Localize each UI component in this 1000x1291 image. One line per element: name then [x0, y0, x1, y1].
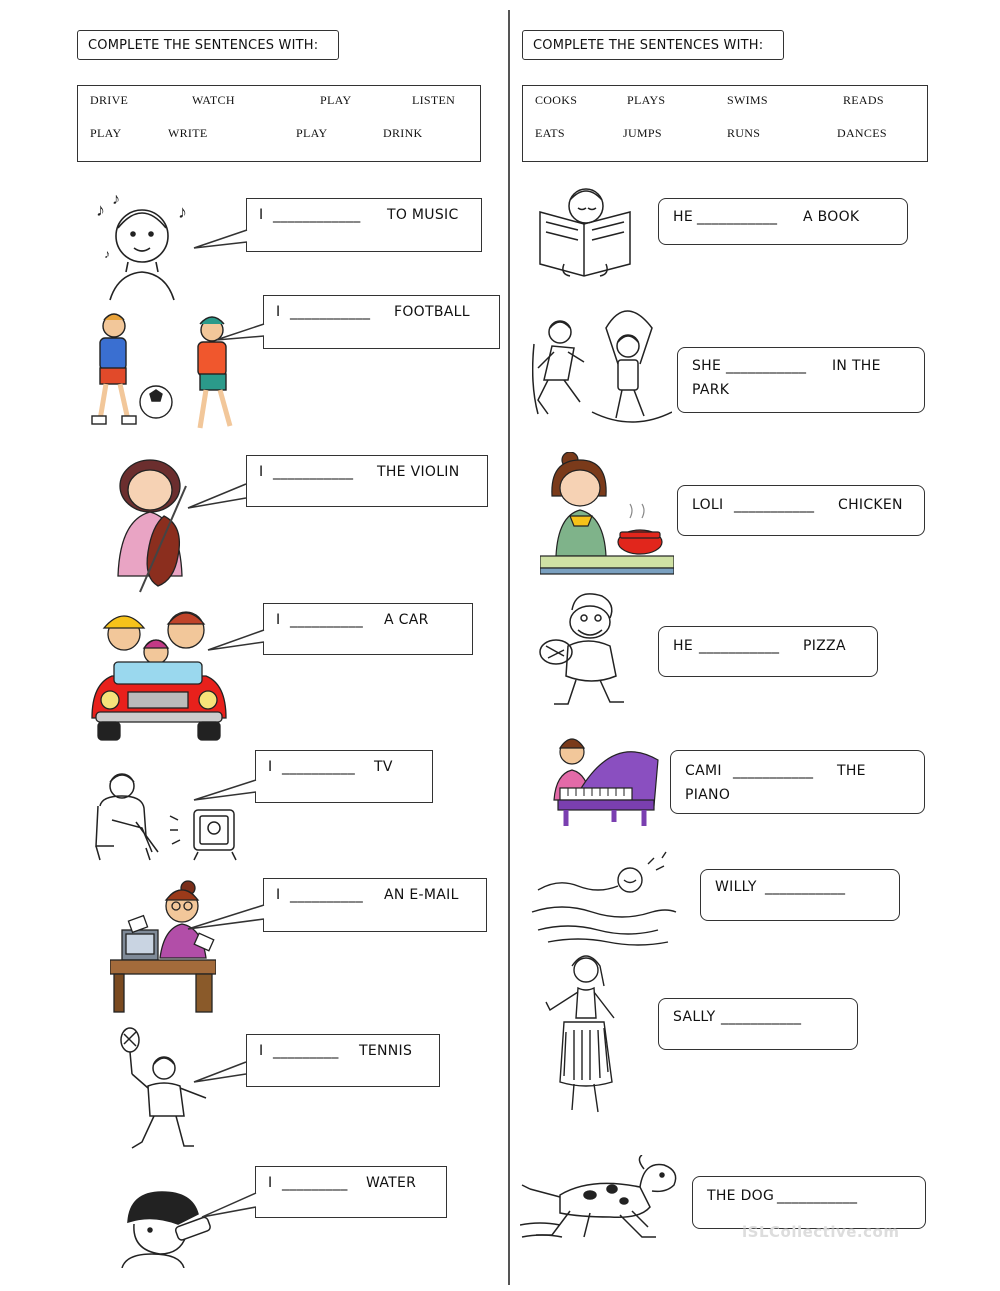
svg-text:♪: ♪ [96, 200, 105, 220]
word-bank-item: WRITE [168, 126, 208, 140]
boy-reading-book-picture [536, 186, 640, 278]
sentence-box-tennis: I _________ TENNIS [246, 1034, 440, 1087]
girl-listening-music-picture [92, 188, 202, 303]
word-bank-item: DANCES [837, 126, 887, 140]
answer-blank[interactable]: __________ [290, 612, 363, 628]
sentence-box-swim: WILLY ___________ [700, 869, 900, 921]
answer-blank[interactable]: ___________ [273, 464, 354, 480]
word-bank-item: DRINK [383, 126, 423, 140]
right-word-bank [522, 85, 928, 162]
answer-blank[interactable]: ___________ [290, 304, 371, 320]
answer-blank[interactable]: ___________ [734, 497, 815, 513]
answer-blank[interactable]: ___________ [733, 763, 814, 779]
sentence-box-piano: CAMI ___________ THE PIANO [670, 750, 925, 814]
column-divider [508, 10, 510, 1285]
word-bank-item: DRIVE [90, 93, 129, 107]
svg-text:♪: ♪ [178, 202, 187, 222]
answer-blank[interactable]: ___________ [765, 879, 846, 895]
answer-blank[interactable]: __________ [282, 759, 355, 775]
speech-tail [186, 482, 250, 512]
boy-swimming-picture [528, 850, 678, 946]
boy-playing-tennis-picture [118, 1026, 210, 1156]
speech-tail [192, 1060, 250, 1086]
word-bank-item: WATCH [192, 93, 235, 107]
sentence-box-water: I _________ WATER [255, 1166, 447, 1218]
left-word-bank [77, 85, 481, 162]
answer-blank[interactable]: _________ [273, 1043, 339, 1059]
word-bank-item: RUNS [727, 126, 761, 140]
word-bank-item: PLAY [320, 93, 352, 107]
smurf-eating-pizza-picture [536, 588, 636, 714]
dog-running-picture [520, 1155, 682, 1247]
sentence-box-email: I __________ AN E-MAIL [263, 878, 487, 932]
answer-blank[interactable]: _________ [282, 1175, 348, 1191]
answer-blank[interactable]: ___________ [721, 1009, 802, 1025]
children-jumping-rope-picture [532, 302, 672, 434]
answer-blank[interactable]: ___________ [699, 638, 780, 654]
speech-tail [200, 1191, 260, 1221]
right-instruction-header: COMPLETE THE SENTENCES WITH: [522, 30, 784, 60]
word-bank-item: PLAY [296, 126, 328, 140]
girl-dancing-hula-picture [544, 952, 620, 1118]
speech-tail [214, 322, 268, 346]
svg-text:♪: ♪ [112, 191, 120, 208]
word-bank-item: COOKS [535, 93, 578, 107]
sentence-box-football: I ___________ FOOTBALL [263, 295, 500, 349]
word-bank-item: READS [843, 93, 884, 107]
sentence-box-dance: SALLY ___________ [658, 998, 858, 1050]
answer-blank[interactable]: ___________ [726, 358, 807, 374]
speech-tail [206, 628, 268, 654]
sentence-box-pizza: HE ___________ PIZZA [658, 626, 878, 677]
left-instruction-header: COMPLETE THE SENTENCES WITH: [77, 30, 339, 60]
answer-blank[interactable]: ___________ [697, 209, 778, 225]
word-bank-item: EATS [535, 126, 565, 140]
sentence-box-car: I __________ A CAR [263, 603, 473, 655]
girl-playing-violin-picture [100, 456, 210, 594]
sentence-box-run: THE DOG ___________ [692, 1176, 926, 1229]
word-bank-item: SWIMS [727, 93, 768, 107]
sentence-box-tv: I __________ TV [255, 750, 433, 803]
girl-playing-piano-picture [540, 730, 660, 830]
svg-text:♪: ♪ [104, 247, 110, 261]
woman-cooking-picture [540, 452, 674, 576]
word-bank-item: JUMPS [623, 126, 662, 140]
watermark: iSLCollective.com [742, 1223, 900, 1241]
word-bank-item: PLAY [90, 126, 122, 140]
sentence-box-violin: I ___________ THE VIOLIN [246, 455, 488, 507]
sentence-box-chicken: LOLI ___________ CHICKEN [677, 485, 925, 536]
speech-tail [192, 778, 260, 804]
sentence-box-music: I ____________ TO MUSIC [246, 198, 482, 252]
word-bank-item: LISTEN [412, 93, 456, 107]
speech-tail [186, 903, 268, 933]
sentence-box-book: HE ___________ A BOOK [658, 198, 908, 245]
answer-blank[interactable]: ___________ [777, 1188, 858, 1204]
speech-tail [192, 228, 252, 252]
answer-blank[interactable]: __________ [290, 887, 363, 903]
answer-blank[interactable]: ____________ [273, 207, 361, 223]
woman-writing-email-picture [110, 880, 216, 1015]
word-bank-item: PLAYS [627, 93, 666, 107]
sentence-box-park: SHE ___________ IN THE PARK [677, 347, 925, 413]
